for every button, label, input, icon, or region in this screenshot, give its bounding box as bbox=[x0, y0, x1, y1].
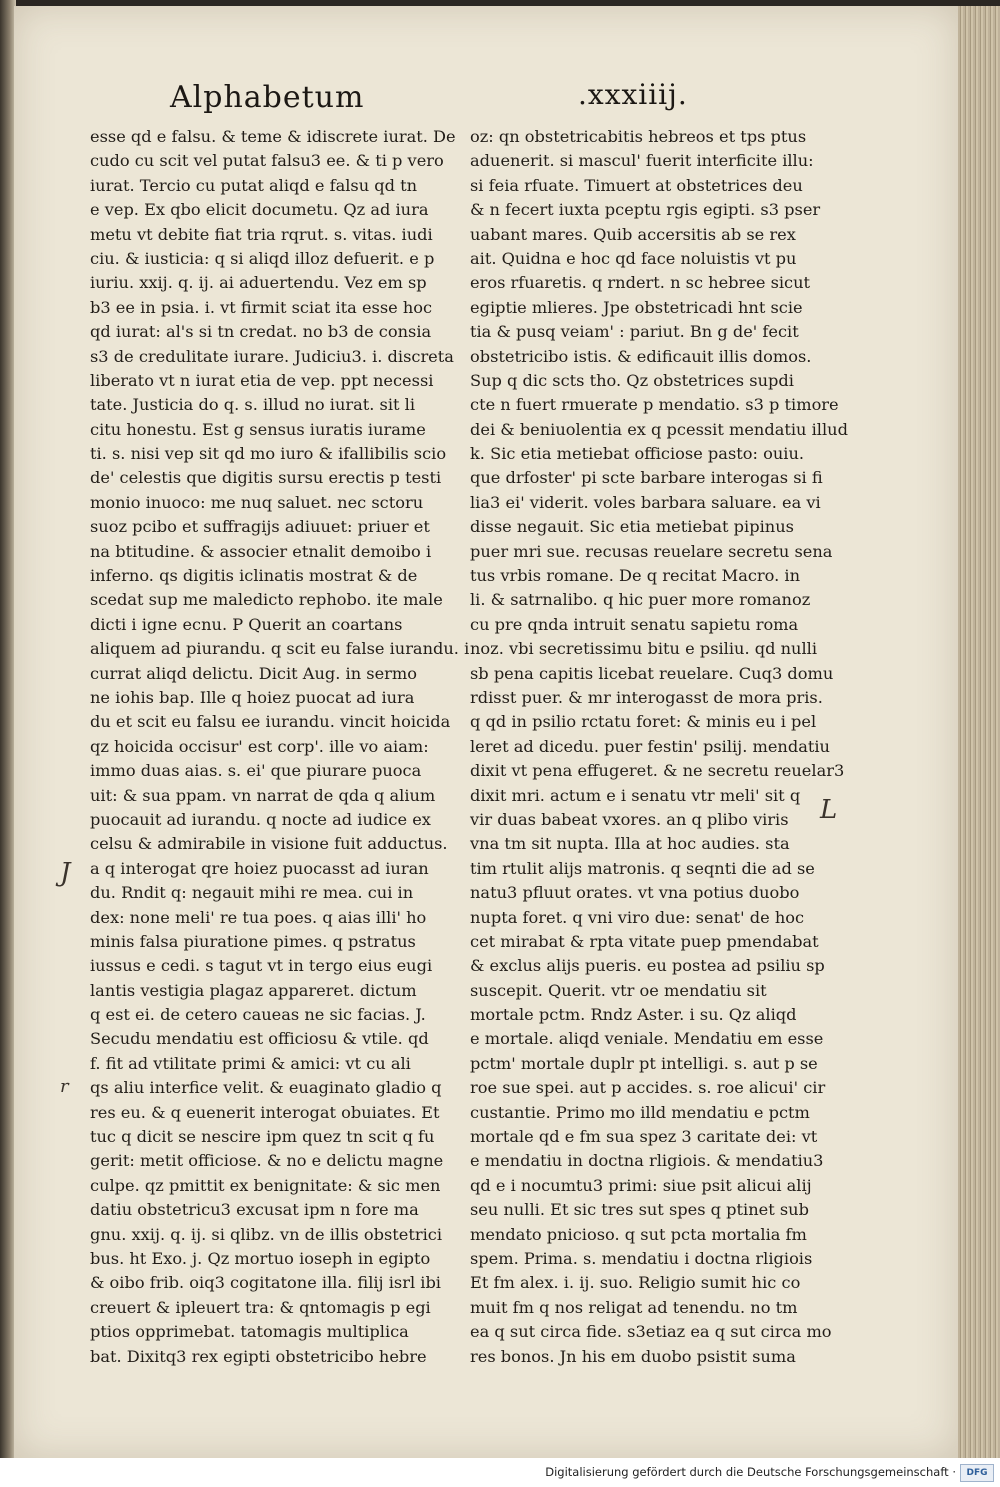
text-line: puer mri sue. recusas reuelare secretu sena bbox=[470, 541, 833, 561]
text-line: gerit: metit officiose. & no e delictu magne bbox=[90, 1151, 444, 1171]
margin-note-left: J bbox=[60, 858, 71, 888]
text-line: aduenerit. si mascul' fuerit interficite illu: bbox=[470, 151, 814, 171]
text-line: e mortale. aliqd veniale. Mendatiu em esse bbox=[470, 1029, 824, 1049]
text-line: e mendatiu in doctna rligiois. & mendatiu3 bbox=[470, 1151, 824, 1171]
text-line: ea q sut circa fide. s3etiaz ea q sut circa mo bbox=[470, 1322, 832, 1342]
text-line: puocauit ad iurandu. q nocte ad iudice ex bbox=[90, 809, 431, 829]
text-line: sb pena capitis licebat reuelare. Cuq3 domu bbox=[470, 663, 834, 683]
text-line: eros rfuaretis. q rndert. n sc hebree sicut bbox=[470, 273, 811, 293]
text-line: custantie. Primo mo illd mendatiu e pctm bbox=[470, 1102, 810, 1122]
dfg-logo-icon[interactable]: DFG bbox=[960, 1464, 994, 1482]
text-line: dei & beniuolentia ex q pcessit mendatiu illud bbox=[470, 419, 848, 439]
text-line: vir duas babeat vxores. an q plibo viris bbox=[470, 809, 789, 829]
text-line: tus vrbis romane. De q recitat Macro. in bbox=[470, 566, 801, 586]
text-line: aliquem ad piurandu. q scit eu false iurandu. i bbox=[90, 639, 470, 659]
text-line: & exclus alijs pueris. eu postea ad psiliu sp bbox=[470, 956, 825, 976]
text-line: k. Sic etia metiebat officiose pasto: ouiu. bbox=[470, 444, 805, 464]
text-line: bus. ht Exo. j. Qz mortuo ioseph in egipto bbox=[90, 1248, 431, 1268]
text-line: vna tm sit nupta. Illa at hoc audies. sta bbox=[470, 834, 790, 854]
text-line: celsu & admirabile in visione fuit adductus. bbox=[90, 834, 448, 854]
text-line: iuriu. xxij. q. ij. ai aduertendu. Vez em sp bbox=[90, 273, 427, 293]
text-line: qd iurat: al's si tn credat. no b3 de consia bbox=[90, 322, 432, 342]
text-line: bat. Dixitq3 rex egipti obstetricibo hebre bbox=[90, 1346, 427, 1366]
text-line: creuert & ipleuert tra: & qntomagis p egi bbox=[90, 1297, 431, 1317]
text-line: mendato pnicioso. q sut pcta mortalia fm bbox=[470, 1224, 807, 1244]
text-line: citu honestu. Est g sensus iuratis iurame bbox=[90, 419, 426, 439]
text-line: seu nulli. Et sic tres sut spes q ptinet sub bbox=[470, 1200, 809, 1220]
text-line: immo duas aias. s. ei' que piurare puoca bbox=[90, 761, 422, 781]
text-line: ait. Quidna e hoc qd face noluistis vt pu bbox=[470, 248, 797, 268]
text-line: ne iohis bap. Ille q hoiez puocat ad iura bbox=[90, 687, 415, 707]
text-line: dicti i igne ecnu. P Querit an coartans bbox=[90, 614, 403, 634]
text-line: suoz pcibo et suffragijs adiuuet: priuer et bbox=[90, 517, 430, 537]
text-line: leret ad dicedu. puer festin' psilij. mendatiu bbox=[470, 736, 830, 756]
text-line: qd e i nocumtu3 primi: siue psit alicui alij bbox=[470, 1175, 812, 1195]
text-line: b3 ee in psia. i. vt firmit sciat ita esse hoc bbox=[90, 297, 433, 317]
text-line: pctm' mortale duplr pt intelligi. s. aut p se bbox=[470, 1053, 818, 1073]
text-line: lia3 ei' viderit. voles barbara saluare. ea vi bbox=[470, 492, 821, 512]
page-edges bbox=[958, 6, 1000, 1458]
text-line: Sup q dic scts tho. Qz obstetrices supdi bbox=[470, 370, 794, 390]
text-line: f. fit ad vtilitate primi & amici: vt cu ali bbox=[90, 1053, 411, 1073]
text-line: obstetricibo istis. & edificauit illis domos. bbox=[470, 346, 812, 366]
text-line: culpe. qz pmittit ex benignitate: & sic men bbox=[90, 1175, 441, 1195]
text-line: ptios opprimebat. tatomagis multiplica bbox=[90, 1322, 409, 1342]
text-line: currat aliqd delictu. Dicit Aug. in sermo bbox=[90, 663, 418, 683]
text-line: a q interogat qre hoiez puocasst ad iuran bbox=[90, 858, 429, 878]
text-line: & n fecert iuxta pceptu rgis egipti. s3 pser bbox=[470, 200, 821, 220]
text-line: dixit mri. actum e i senatu vtr meli' sit q bbox=[470, 785, 801, 805]
text-line: natu3 pfluut orates. vt vna potius duobo bbox=[470, 883, 800, 903]
left-text-column bbox=[90, 125, 470, 1369]
text-line: liberato vt n iurat etia de vep. ppt necessi bbox=[90, 370, 434, 390]
text-line: oz: qn obstetricabitis hebreos et tps ptus bbox=[470, 127, 807, 146]
text-line: q est ei. de cetero caueas ne sic facias. J. bbox=[90, 1005, 426, 1025]
funding-credit: Digitalisierung gefördert durch die Deutsche Forschungsgemeinschaft · bbox=[545, 1465, 956, 1479]
text-line: tim rtulit alijs matronis. q seqnti die ad se bbox=[470, 858, 815, 878]
text-line: monio inuoco: me nuq saluet. nec sctoru bbox=[90, 492, 424, 512]
text-line: dex: none meli' re tua poes. q aias illi' ho bbox=[90, 907, 427, 927]
text-line: q qd in psilio rctatu foret: & minis eu i pel bbox=[470, 712, 817, 732]
text-line: cte n fuert rmuerate p mendatio. s3 p timore bbox=[470, 395, 839, 415]
text-line: datiu obstetricu3 excusat ipm n fore ma bbox=[90, 1200, 419, 1220]
text-line: s3 de credulitate iurare. Judiciu3. i. discreta bbox=[90, 346, 454, 366]
text-line: spem. Prima. s. mendatiu i doctna rligiois bbox=[470, 1248, 813, 1268]
text-line: res bonos. Jn his em duobo psistit suma bbox=[470, 1346, 796, 1366]
text-line: mortale pctm. Rndz Aster. i su. Qz aliqd bbox=[470, 1005, 797, 1025]
text-line: qs aliu interfice velit. & euaginato gladio q bbox=[90, 1078, 442, 1098]
text-line: gnu. xxij. q. ij. si qlibz. vn de illis obstetrici bbox=[90, 1224, 443, 1244]
text-line: de' celestis que digitis sursu erectis p testi bbox=[90, 468, 442, 488]
text-line: minis falsa piuratione pimes. q pstratus bbox=[90, 931, 416, 951]
text-line: ciu. & iusticia: q si aliqd illoz defuerit. e p bbox=[90, 248, 435, 268]
footer-bar bbox=[0, 1458, 1000, 1487]
text-line: disse negauit. Sic etia metiebat pipinus bbox=[470, 517, 794, 537]
text-line: egiptie mlieres. Jpe obstetricadi hnt scie bbox=[470, 297, 803, 317]
text-line: metu vt debite fiat tria rqrut. s. vitas. iudi bbox=[90, 224, 433, 244]
text-line: li. & satrnalibo. q hic puer more romanoz bbox=[470, 590, 811, 610]
text-line: mortale qd e fm sua spez 3 caritate dei: vt bbox=[470, 1127, 818, 1147]
text-line: scedat sup me maledicto rephobo. ite male bbox=[90, 590, 443, 610]
text-line: que drfoster' pi scte barbare interogas si fi bbox=[470, 468, 823, 488]
text-line: tia & pusq veiam' : pariut. Bn g de' fecit bbox=[470, 322, 799, 342]
running-title: Alphabetum bbox=[170, 80, 365, 115]
text-line: ti. s. nisi vep sit qd mo iuro & ifallibilis scio bbox=[90, 444, 447, 464]
text-line: lantis vestigia plagaz appareret. dictum bbox=[90, 980, 417, 1000]
text-line: iussus e cedi. s tagut vt in tergo eius eugi bbox=[90, 956, 433, 976]
text-line: rdisst puer. & mr interogasst de mora pris. bbox=[470, 687, 823, 707]
text-line: uit: & sua ppam. vn narrat de qda q alium bbox=[90, 785, 436, 805]
text-line: muit fm q nos religat ad tenendu. no tm bbox=[470, 1297, 798, 1317]
right-text-column bbox=[470, 125, 848, 1369]
text-line: e vep. Ex qbo elicit documetu. Qz ad iura bbox=[90, 200, 429, 220]
text-line: res eu. & q euenerit interogat obuiates. Et bbox=[90, 1102, 440, 1122]
text-line: noz. vbi secretissimu bitu e psiliu. qd nulli bbox=[470, 639, 817, 659]
text-line: nupta foret. q vni viro due: senat' de hoc bbox=[470, 907, 805, 927]
text-line: dixit vt pena effugeret. & ne secretu reuelar3 bbox=[470, 761, 845, 781]
text-line: uabant mares. Quib accersitis ab se rex bbox=[470, 224, 796, 244]
margin-note-right: L bbox=[820, 795, 838, 825]
text-line: tuc q dicit se nescire ipm quez tn scit q fu bbox=[90, 1127, 435, 1147]
text-line: roe sue spei. aut p accides. s. roe alicui' cir bbox=[470, 1078, 826, 1098]
text-line: suscepit. Querit. vtr oe mendatiu sit bbox=[470, 980, 767, 1000]
text-line: & oibo frib. oiq3 cogitatone illa. filij isrl ibi bbox=[90, 1273, 441, 1293]
text-line: Et fm alex. i. ij. suo. Religio sumit hic co bbox=[470, 1273, 801, 1293]
text-line: cudo cu scit vel putat falsu3 ee. & ti p vero bbox=[90, 151, 444, 171]
text-line: inferno. qs digitis iclinatis mostrat & de bbox=[90, 566, 418, 586]
text-line: iurat. Tercio cu putat aliqd e falsu qd tn bbox=[90, 175, 418, 195]
text-line: qz hoicida occisur' est corp'. ille vo aiam: bbox=[90, 736, 429, 756]
text-line: du et scit eu falsu ee iurandu. vincit hoicida bbox=[90, 712, 451, 732]
text-line: Secudu mendatiu est officiosu & vtile. qd bbox=[90, 1029, 429, 1049]
text-line: tate. Justicia do q. s. illud no iurat. sit li bbox=[90, 395, 416, 415]
margin-note-lower: r bbox=[60, 1076, 69, 1097]
folio-number: .xxxiiij. bbox=[578, 78, 688, 111]
text-line: si feia rfuate. Timuert at obstetrices deu bbox=[470, 175, 803, 195]
text-line: cet mirabat & rpta vitate puep pmendabat bbox=[470, 931, 819, 951]
text-line: cu pre qnda intruit senatu sapietu roma bbox=[470, 614, 799, 634]
text-line: du. Rndit q: negauit mihi re mea. cui in bbox=[90, 883, 414, 903]
text-line: esse qd e falsu. & teme & idiscrete iurat. De bbox=[90, 127, 456, 146]
text-line: na btitudine. & associer etnalit demoibo i bbox=[90, 541, 432, 561]
